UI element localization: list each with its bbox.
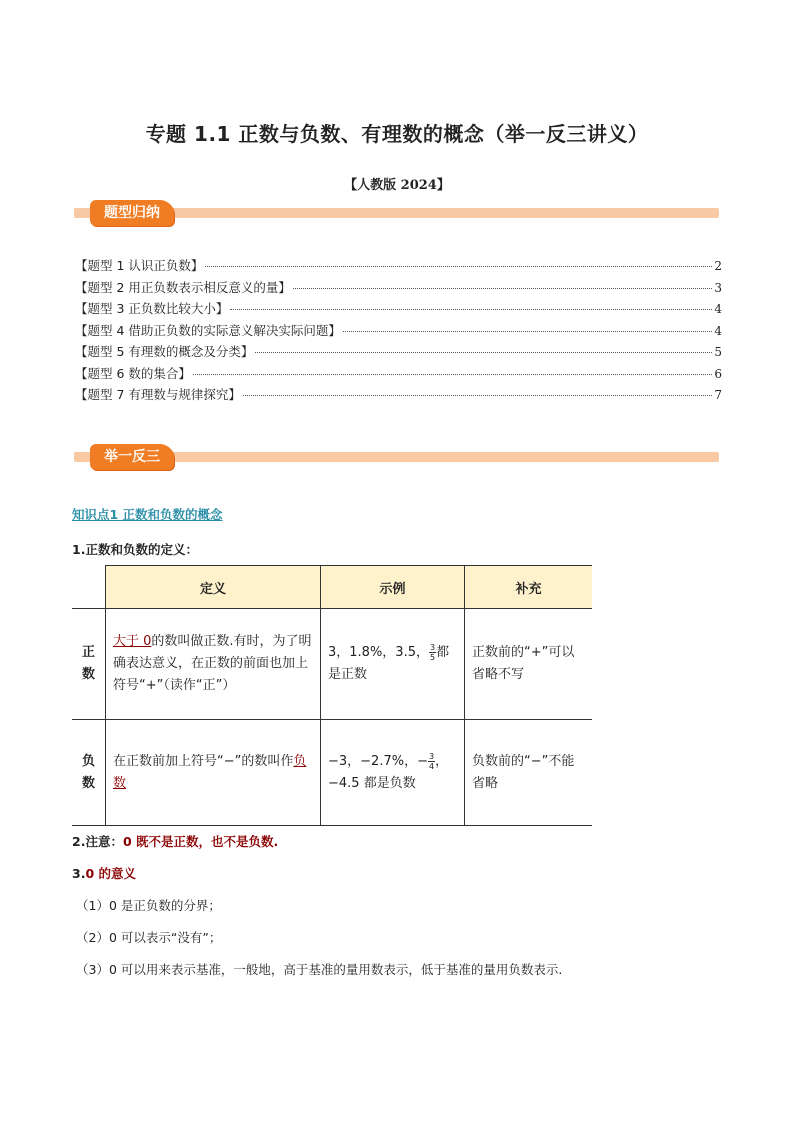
toc-entry-page: 4 [714,323,722,338]
positive-fraction-numerator: 3 [429,643,436,652]
toc-entry-page: 5 [714,345,722,359]
toc-entry-page: 4 [714,302,722,316]
negative-example-text-b: ，−4.5 都是负数 [328,753,449,791]
negative-fraction-denominator: 4 [428,761,435,771]
positive-note: 正数前的“+”可以省略不写 [465,609,593,720]
table-of-contents [75,256,722,407]
toc-entry[interactable] [75,321,722,343]
meaning-item-3: （3）0 可以用来表示基准，一般地，高于基准的量用数表示，低于基准的量用负数表示. [76,962,563,977]
toc-leader-dots [193,374,712,375]
note-zero-body: 0 既不是正数，也不是负数. [122,834,279,849]
toc-leader-dots [243,395,712,396]
toc-entry[interactable] [75,299,722,321]
toc-entry-label: 【题型 4 借助正负数的实际意义解决实际问题】 [75,322,341,338]
table-row-positive [72,609,592,720]
toc-entry-page: 3 [714,280,722,295]
positive-example [321,609,465,720]
toc-leader-dots [343,331,712,332]
positive-definition [106,609,321,720]
header-example: 示例 [321,566,465,609]
note-zero [72,832,278,850]
toc-entry-label: 【题型 7 有理数与规律探究】 [75,387,241,402]
toc-entry-page: 6 [714,366,722,381]
negative-definition [106,720,321,826]
toc-entry[interactable] [75,385,722,407]
toc-entry-label: 【题型 5 有理数的概念及分类】 [75,344,254,359]
section-zero-prefix: 3. [72,866,86,881]
section-definition-heading: 1.正数和负数的定义： [72,542,198,557]
table-row-negative [72,720,592,826]
table-header-row [72,566,592,609]
positive-example-text-a: 3，1.8%，3.5， [328,645,429,660]
corner-cell [72,566,106,609]
negative-example-text-a: −3，−2.7%，− [328,753,428,769]
types-banner: 题型归纳 [90,200,174,226]
toc-leader-dots [293,288,712,289]
toc-leader-dots [230,309,712,310]
section-zero-meaning [72,864,136,882]
knowledge-point-heading: 知识点1 正数和负数的概念 [72,507,223,522]
positive-keyword: 大于 0 [113,634,152,649]
toc-leader-dots [255,352,712,353]
negative-fraction-numerator: 3 [428,751,435,761]
meaning-item-2: （2）0 可以表示“没有”； [76,930,222,945]
toc-entry-label: 【题型 1 认识正负数】 [75,258,204,273]
negative-fraction [428,752,435,771]
toc-entry-label: 【题型 2 用正负数表示相反意义的量】 [75,279,291,295]
section-zero-body: 0 的意义 [85,866,137,881]
toc-entry[interactable] [75,256,722,278]
header-supplement: 补充 [465,566,593,609]
toc-entry-page: 2 [714,259,722,273]
negative-example [321,720,465,826]
toc-leader-dots [205,266,712,267]
header-definition: 定义 [106,566,321,609]
toc-entry-label: 【题型 6 数的集合】 [75,365,191,381]
negative-note: 负数前的“−”不能省略 [465,720,593,826]
positive-definition-text: 的数叫做正数.有时，为了明确表达意义，在正数的前面也加上符号“+”（读作“正”） [113,634,312,693]
row-head-negative-text: 负数 [81,753,95,791]
edition-label: 【人教版 2024】 [344,178,450,193]
toc-entry[interactable] [75,278,722,300]
negative-definition-text: 在正数前加上符号“−”的数叫作 [113,753,294,769]
row-head-positive [72,609,106,720]
toc-entry-page: 7 [714,388,722,402]
positive-example-text-b: 都是正数 [328,645,450,682]
negative-keyword: 负数 [113,753,307,791]
positive-fraction [429,643,436,662]
definition-table [72,565,592,826]
meaning-item-1: （1）0 是正负数的分界； [76,898,221,913]
practice-banner: 举一反三 [90,444,174,470]
toc-entry-label: 【题型 3 正负数比较大小】 [75,301,229,316]
toc-entry[interactable] [75,364,722,386]
page-title: 专题 1.1 正数与负数、有理数的概念（举一反三讲义） [145,122,649,146]
row-head-positive-text: 正数 [81,645,95,682]
positive-fraction-denominator: 5 [429,653,436,662]
row-head-negative [72,720,106,826]
note-zero-prefix: 2.注意： [72,834,123,849]
toc-entry[interactable] [75,342,722,364]
